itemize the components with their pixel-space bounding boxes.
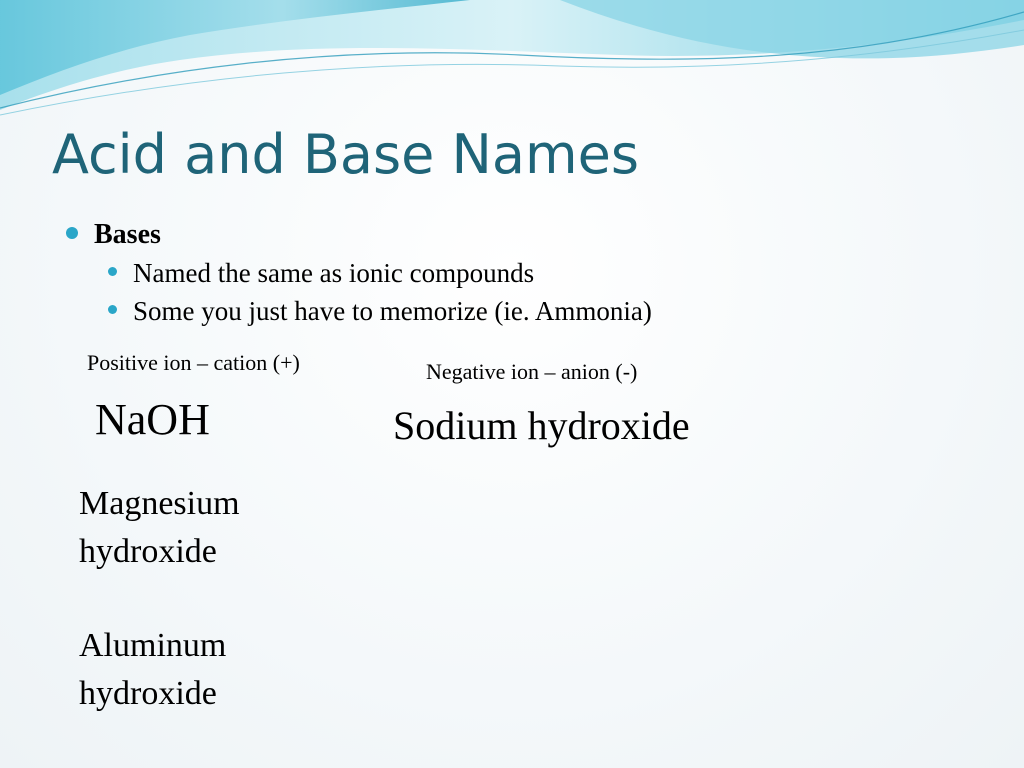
practice-line: hydroxide — [79, 675, 217, 712]
header-wave-decoration — [0, 0, 1024, 130]
example-name: Sodium hydroxide — [393, 403, 690, 448]
positive-ion-label: Positive ion – cation (+) — [87, 350, 300, 375]
bullet-dot-icon — [108, 267, 117, 276]
bullet-dot-icon — [66, 227, 78, 239]
practice-magnesium — [79, 480, 240, 576]
practice-line: Magnesium — [79, 485, 240, 522]
bullet-bases — [66, 219, 161, 251]
sub-bullet-ionic-label: Named the same as ionic compounds — [133, 258, 535, 288]
practice-aluminum — [79, 622, 226, 718]
bullet-bases-label: Bases — [94, 219, 161, 250]
slide-title: Acid and Base Names — [52, 123, 639, 186]
practice-line: Aluminum — [79, 627, 227, 664]
sub-bullet-memorize-label: Some you just have to memorize (ie. Ammonia) — [133, 296, 652, 326]
practice-line: hydroxide — [79, 533, 217, 570]
negative-ion-label: Negative ion – anion (-) — [426, 359, 638, 384]
bullet-dot-icon — [108, 305, 117, 314]
sub-bullet-ionic — [108, 258, 534, 289]
example-formula: NaOH — [95, 395, 210, 444]
sub-bullet-memorize — [108, 296, 652, 327]
